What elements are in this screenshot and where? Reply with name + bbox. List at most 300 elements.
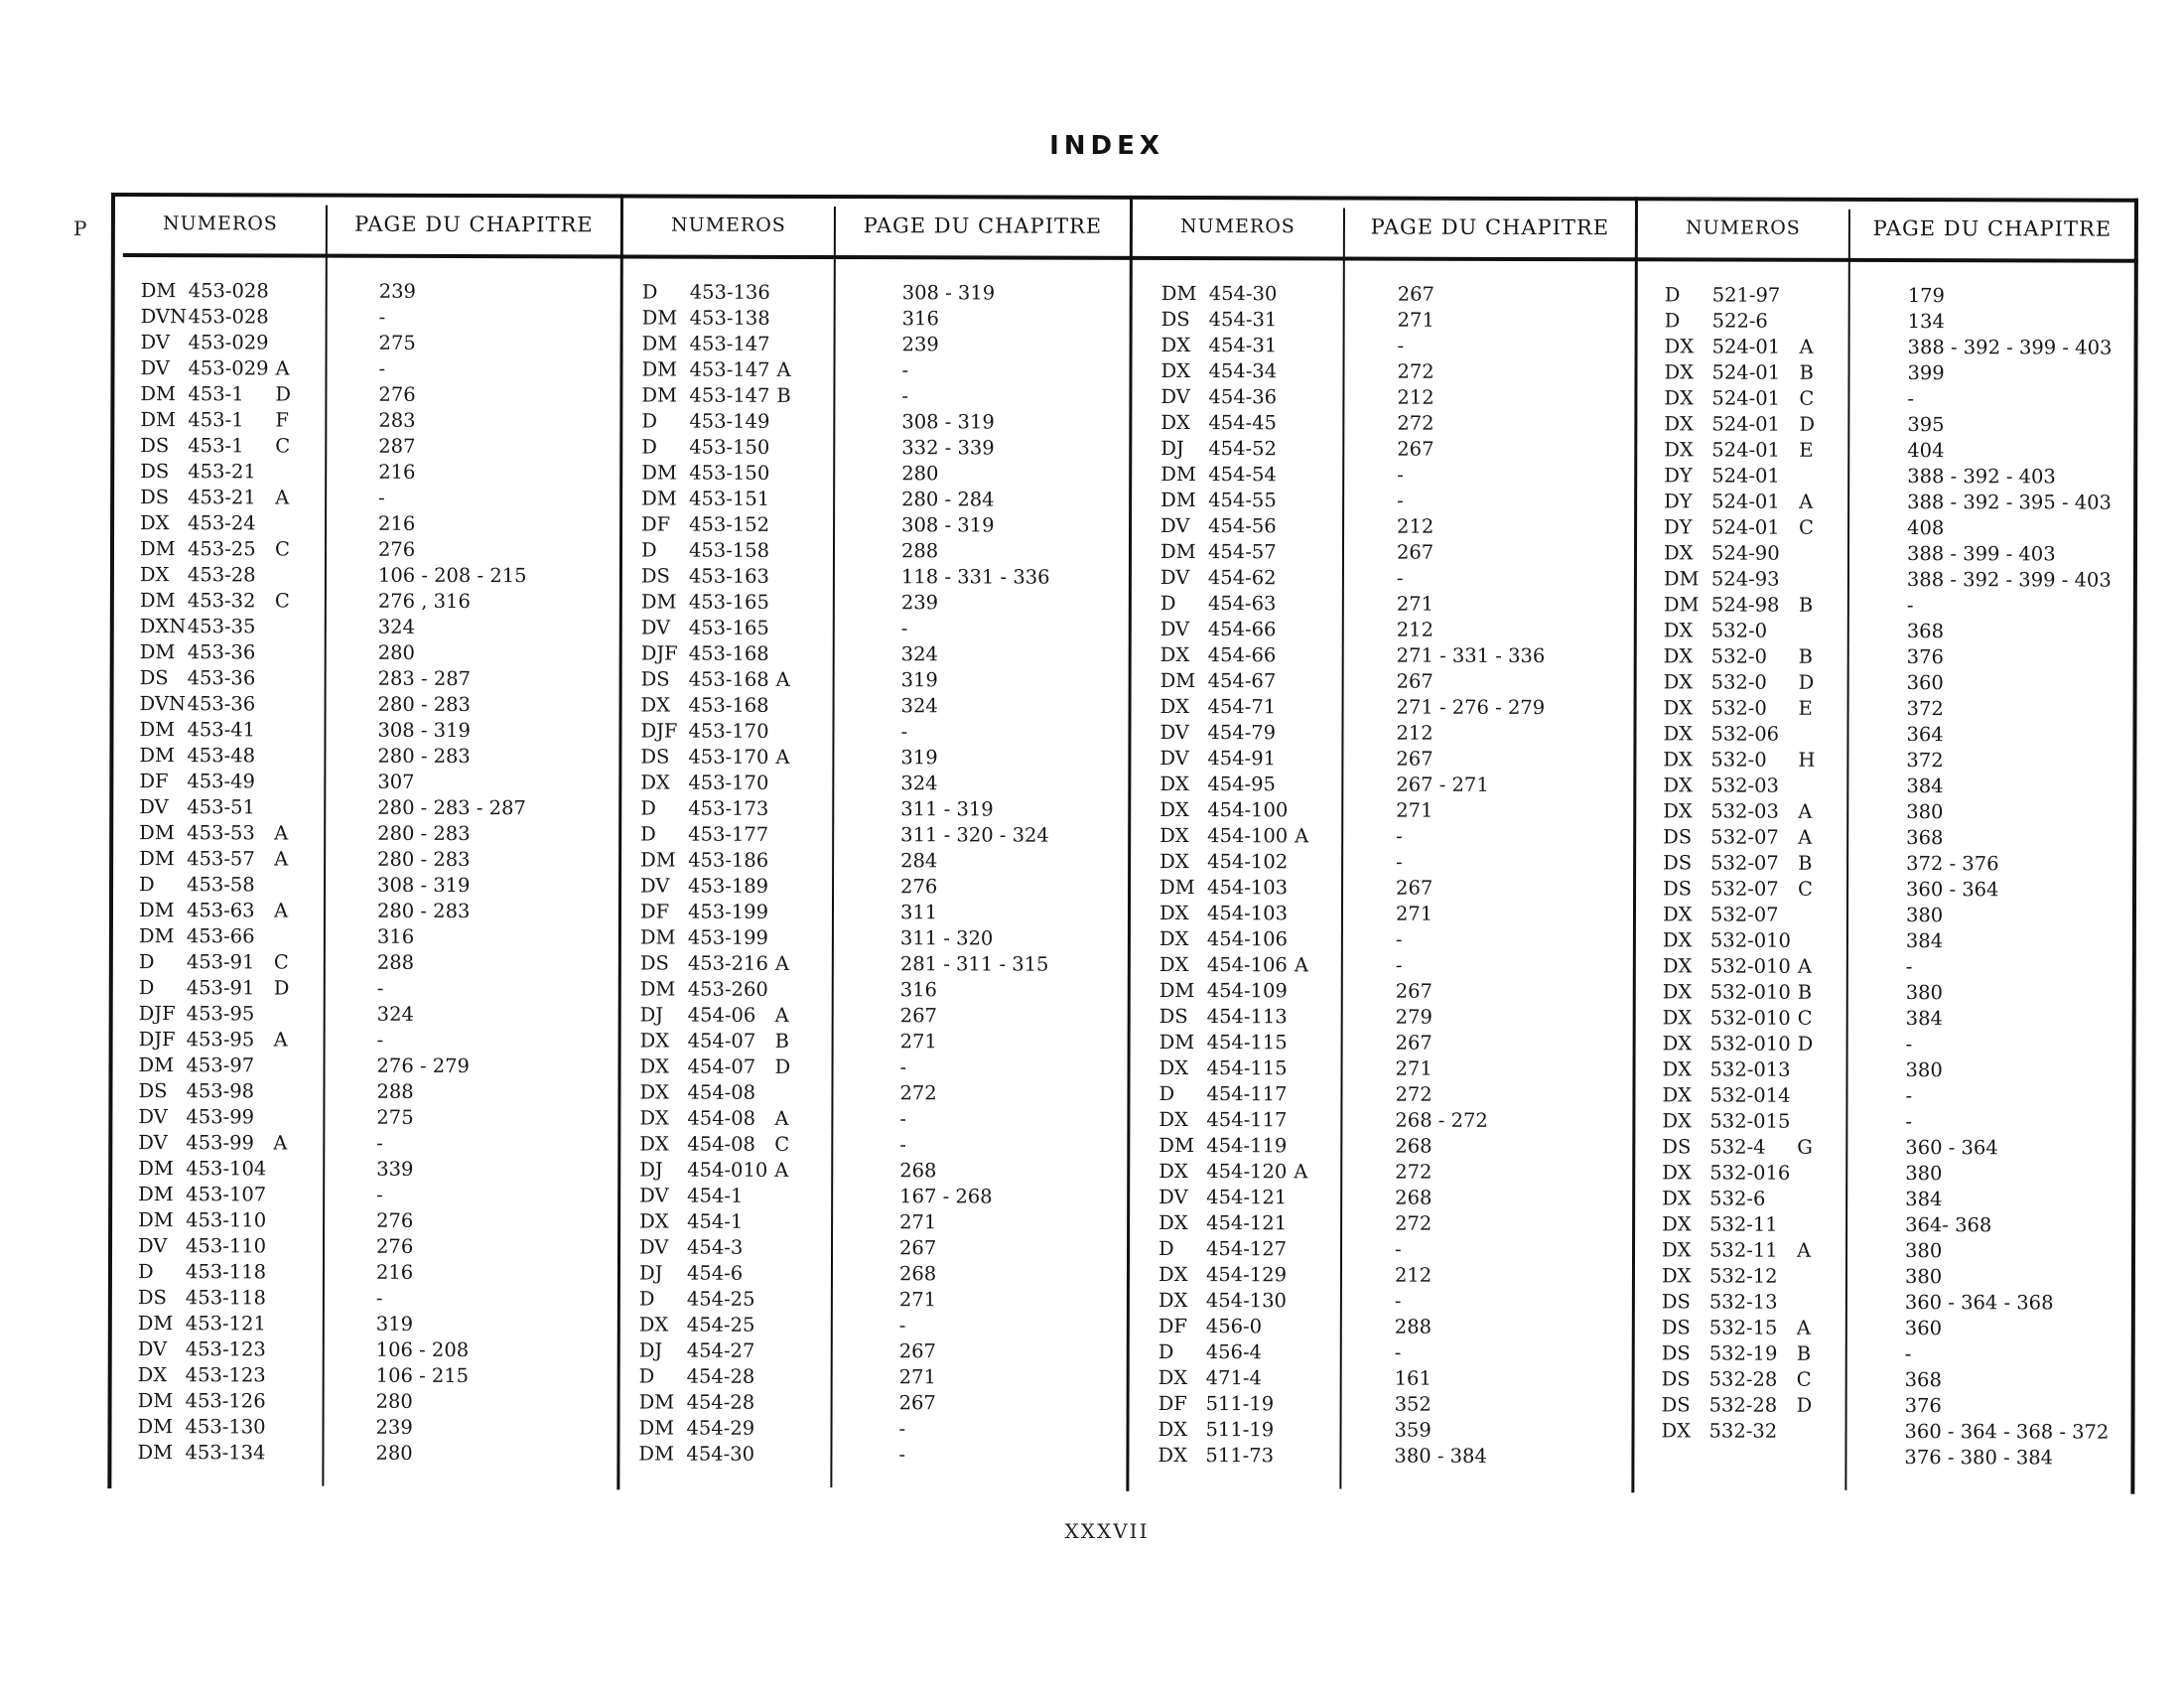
entry-pages: 376	[1904, 1393, 1942, 1417]
entry-prefix: DM	[1160, 668, 1196, 692]
entry-number: 532-016	[1709, 1161, 1791, 1185]
index-entry	[139, 768, 526, 794]
entry-number: 454-106	[1206, 926, 1288, 950]
entry-prefix: D	[138, 949, 155, 973]
entry-prefix: DM	[641, 331, 678, 355]
entry-number: 454-115	[1206, 1030, 1288, 1054]
entry-suffix: A	[1798, 799, 1813, 823]
index-entry	[1159, 1209, 1544, 1236]
entry-number: 454-63	[1207, 591, 1277, 615]
index-entry	[1160, 461, 1546, 488]
entry-prefix: DV	[1160, 565, 1190, 589]
index-entry	[1159, 1261, 1544, 1288]
index-entry	[138, 1310, 525, 1336]
entry-prefix: DJF	[640, 718, 678, 743]
entry-prefix: DM	[1663, 566, 1700, 590]
index-entry	[138, 1155, 525, 1182]
entry-pages: -	[376, 976, 384, 1000]
entry-prefix: DV	[640, 873, 670, 898]
entry-suffix: B	[1799, 360, 1814, 384]
entry-number: 453-123	[185, 1336, 266, 1360]
entry-suffix: A	[774, 951, 789, 975]
entry-prefix: DS	[138, 1078, 168, 1102]
entry-number: 454-115	[1206, 1055, 1288, 1079]
entry-prefix: D	[1160, 591, 1176, 615]
index-entry	[1664, 591, 2112, 618]
entry-number: 524-01	[1711, 438, 1780, 462]
entry-number: 453-98	[186, 1078, 255, 1102]
entry-prefix: D	[1159, 1081, 1175, 1105]
entry-prefix: DS	[139, 665, 169, 689]
index-entry	[1662, 1288, 2110, 1315]
entry-prefix: DX	[1662, 1056, 1693, 1080]
index-entry	[1664, 565, 2112, 592]
entry-prefix: DX	[639, 1054, 670, 1078]
index-entry	[1662, 1107, 2110, 1134]
entry-number: 453-138	[689, 306, 770, 330]
entry-number: 454-120	[1206, 1159, 1288, 1183]
header-numeros: NUMEROS	[162, 211, 278, 234]
entry-number: 532-13	[1708, 1290, 1778, 1314]
entry-number: 453-177	[688, 822, 769, 846]
entry-pages: 360 - 364 - 368	[1904, 1290, 2054, 1314]
entry-suffix: A	[775, 745, 790, 769]
entry-number: 532-32	[1708, 1418, 1778, 1443]
entry-number: 454-55	[1208, 488, 1277, 511]
entry-pages: 360 - 364	[1905, 1135, 1998, 1159]
entry-number: 454-07	[687, 1029, 756, 1053]
entry-prefix: DJ	[638, 1260, 663, 1285]
entry-prefix: D	[139, 872, 155, 896]
entry-pages: -	[1397, 463, 1404, 487]
entry-prefix: DX	[1663, 643, 1694, 667]
index-entry	[641, 665, 1050, 692]
entry-pages: 281 - 311 - 315	[899, 951, 1049, 976]
entry-number: 454-3	[687, 1235, 744, 1259]
entry-prefix: DJ	[1160, 436, 1184, 460]
entry-number: 454-52	[1208, 436, 1277, 460]
entry-pages: 267	[1396, 540, 1434, 564]
header-page-du-chapitre: PAGE DU CHAPITRE	[863, 212, 1103, 238]
entry-pages: 280	[377, 640, 415, 664]
page-number: XXXVII	[1064, 1519, 1150, 1543]
entry-number: 532-014	[1709, 1083, 1791, 1107]
entry-number: 453-24	[188, 510, 256, 534]
entry-prefix: D	[640, 537, 657, 562]
index-entry	[139, 716, 526, 743]
entry-pages: 279	[1395, 1005, 1433, 1029]
entry-number: 454-66	[1207, 617, 1277, 640]
entry-pages: 216	[378, 511, 416, 535]
index-entry	[1160, 487, 1546, 513]
index-entry	[139, 845, 526, 872]
entry-pages: 118 - 331 - 336	[900, 564, 1050, 589]
index-entry	[641, 536, 1050, 563]
entry-suffix: E	[1799, 438, 1814, 462]
entry-pages: 311 - 320	[899, 925, 994, 949]
page-title: INDEX	[1049, 131, 1164, 161]
index-entry	[1663, 1030, 2111, 1056]
entry-suffix: A	[775, 667, 790, 691]
entry-number: 454-127	[1206, 1236, 1288, 1260]
entry-suffix: A	[1294, 952, 1308, 976]
entry-suffix: D	[774, 1055, 791, 1078]
entry-prefix: DV	[639, 1234, 669, 1259]
entry-prefix: DX	[1159, 1210, 1188, 1234]
entry-suffix: A	[273, 898, 289, 922]
index-entry	[641, 459, 1050, 486]
index-column-2	[638, 278, 1050, 1467]
entry-pages: -	[1905, 1083, 1913, 1107]
index-entry	[139, 793, 526, 820]
index-entry	[639, 1259, 1048, 1286]
header-numeros: NUMEROS	[1179, 214, 1296, 237]
index-entry	[1160, 848, 1545, 875]
entry-suffix: A	[776, 357, 791, 381]
index-entry	[1159, 1313, 1544, 1339]
index-entry	[1664, 694, 2112, 721]
entry-pages: 359	[1394, 1418, 1432, 1442]
entry-number: 454-100	[1207, 823, 1289, 847]
index-entry	[138, 1336, 525, 1362]
entry-pages: 280	[901, 461, 939, 485]
entry-suffix: A	[1799, 490, 1814, 513]
index-entry	[1159, 1390, 1544, 1417]
entry-pages: 272	[899, 1080, 937, 1104]
entry-pages: 360	[1904, 1316, 1943, 1339]
index-entry	[640, 1001, 1049, 1028]
index-entry	[1665, 307, 2113, 334]
entry-pages: 271 - 276 - 279	[1396, 695, 1546, 719]
entry-prefix: DX	[1661, 1418, 1692, 1442]
index-entry	[640, 743, 1049, 770]
entry-number: 453-151	[689, 487, 770, 510]
entry-number: 454-28	[686, 1364, 755, 1388]
entry-number: 453-66	[186, 923, 255, 947]
index-entry	[642, 304, 1051, 331]
entry-number: 454-1	[687, 1209, 744, 1233]
index-entry	[1662, 1365, 2110, 1392]
entry-number: 453-91	[186, 949, 255, 973]
entry-prefix: DS	[1661, 1340, 1691, 1364]
entry-pages: 267	[898, 1390, 936, 1414]
entry-pages: 288	[900, 538, 939, 562]
entry-prefix: DX	[1158, 1262, 1188, 1286]
index-entry	[639, 1078, 1048, 1105]
entry-suffix: B	[776, 383, 791, 407]
entry-number: 454-08	[687, 1106, 756, 1130]
entry-suffix: C	[274, 536, 290, 561]
index-entry	[1664, 436, 2112, 463]
index-entry	[1159, 1287, 1544, 1314]
index-entry	[640, 872, 1049, 899]
entry-pages: 384	[1905, 1187, 1943, 1210]
entry-suffix: A	[774, 1003, 789, 1027]
entry-prefix: DV	[138, 1233, 168, 1257]
entry-prefix: DV	[1160, 746, 1189, 770]
entry-pages: 384	[1905, 1006, 1943, 1030]
entry-pages: -	[376, 1183, 383, 1206]
index-entry	[138, 1103, 525, 1130]
entry-number: 453-21	[188, 485, 256, 508]
entry-pages: 368	[1904, 1367, 1942, 1391]
entry-number: 453-168	[688, 693, 769, 717]
entry-prefix: DV	[137, 1336, 168, 1360]
entry-pages: 380	[1905, 1057, 1943, 1081]
index-entry	[1160, 874, 1545, 901]
entry-number: 454-25	[686, 1313, 755, 1336]
entry-prefix: DX	[1160, 358, 1191, 382]
index-entry	[640, 717, 1049, 744]
entry-prefix: DX	[140, 510, 170, 534]
entry-prefix: DF	[1158, 1391, 1187, 1415]
entry-prefix: DV	[140, 355, 170, 379]
index-entry	[139, 819, 526, 846]
entry-pages: -	[1396, 824, 1403, 848]
entry-prefix: DX	[1160, 849, 1189, 873]
index-entry	[138, 1206, 525, 1233]
entry-number: 532-06	[1710, 722, 1780, 746]
entry-number: 453-260	[687, 977, 768, 1001]
entry-pages: 388 - 392 - 399 - 403	[1907, 335, 2113, 359]
entry-prefix: D	[137, 1259, 154, 1283]
entry-pages: -	[1394, 1289, 1402, 1313]
entry-pages: 271	[899, 1209, 937, 1233]
entry-suffix: B	[1796, 1341, 1812, 1365]
entry-pages: 267	[1397, 437, 1434, 461]
index-entry	[141, 303, 528, 330]
index-entry	[640, 769, 1049, 795]
index-table	[107, 193, 2140, 1494]
entry-number: 532-0	[1710, 670, 1767, 694]
index-entry	[1158, 1416, 1543, 1443]
index-entry	[1161, 332, 1547, 358]
entry-prefix: DF	[139, 769, 169, 792]
index-entry	[1160, 590, 1546, 617]
entry-prefix: DM	[1160, 488, 1196, 511]
entry-number: 454-30	[1208, 281, 1278, 305]
entry-suffix: C	[273, 949, 289, 974]
entry-pages: 239	[901, 332, 939, 355]
index-entry	[639, 1388, 1048, 1415]
entry-number: 453-147	[689, 383, 770, 407]
entry-prefix: DX	[1160, 772, 1189, 795]
entry-pages: 106 - 208	[375, 1337, 470, 1361]
entry-prefix: DX	[1663, 669, 1694, 693]
entry-prefix: DS	[1661, 1366, 1691, 1390]
entry-number: 453-51	[187, 794, 255, 818]
index-entry	[138, 1258, 525, 1285]
index-entry	[138, 1387, 525, 1414]
entry-suffix: B	[1798, 644, 1814, 668]
entry-number: 532-015	[1709, 1109, 1791, 1133]
entry-number: 454-34	[1208, 358, 1278, 382]
entry-pages: -	[901, 357, 909, 381]
index-entry	[139, 1052, 526, 1078]
entry-pages: 272	[1397, 359, 1434, 383]
entry-number: 532-0	[1710, 748, 1767, 772]
index-entry	[640, 1053, 1049, 1079]
entry-prefix: DX	[1662, 1031, 1693, 1055]
entry-prefix: DX	[1662, 927, 1693, 951]
entry-pages: 276	[378, 382, 416, 406]
index-entry	[140, 380, 527, 407]
index-entry	[1160, 977, 1545, 1004]
entry-number: 454-29	[686, 1416, 755, 1440]
entry-suffix: A	[1798, 825, 1813, 849]
index-entry	[1663, 720, 2111, 747]
entry-pages: 216	[375, 1260, 414, 1284]
entry-pages: 388 - 399 - 403	[1906, 541, 2056, 565]
index-entry	[140, 535, 527, 562]
entry-pages: 308 - 319	[901, 280, 996, 304]
entry-suffix: A	[1799, 335, 1814, 358]
index-column-1	[137, 277, 527, 1466]
entry-number: 454-130	[1205, 1288, 1287, 1312]
entry-prefix: DX	[1663, 747, 1693, 771]
entry-pages: 395	[1907, 412, 1945, 436]
index-entry	[1160, 900, 1545, 926]
entry-pages: 288	[1394, 1315, 1433, 1338]
entry-number: 532-19	[1708, 1340, 1778, 1365]
entry-pages: 106 - 215	[375, 1363, 470, 1387]
entry-pages: -	[1395, 953, 1403, 977]
index-entry	[1160, 357, 1546, 384]
entry-number: 453-41	[187, 717, 256, 741]
entry-number: 453-1	[188, 407, 244, 431]
index-entry	[139, 1000, 526, 1027]
entry-pages: 271	[898, 1364, 936, 1388]
entry-prefix: D	[641, 434, 657, 459]
entry-suffix: C	[774, 1132, 790, 1156]
entry-suffix: D	[1799, 412, 1816, 436]
entry-pages: 316	[376, 924, 415, 948]
entry-pages: 288	[376, 950, 415, 974]
entry-prefix: DX	[1663, 721, 1694, 745]
entry-pages: 319	[900, 667, 938, 691]
index-entry	[139, 974, 526, 1001]
index-entry	[1664, 617, 2112, 643]
index-entry	[1159, 1338, 1544, 1365]
entry-suffix: A	[1295, 823, 1309, 847]
entry-number: 454-36	[1208, 384, 1278, 408]
index-entry	[1663, 1004, 2111, 1031]
entry-prefix: DM	[640, 589, 677, 614]
entry-pages: 239	[900, 590, 939, 614]
entry-number: 532-07	[1710, 877, 1779, 901]
entry-number: 454-56	[1208, 513, 1277, 537]
entry-number: 453-147	[689, 332, 770, 355]
entry-pages: 106 - 208 - 215	[377, 563, 527, 587]
index-entry	[139, 742, 526, 769]
index-entry	[639, 1285, 1048, 1312]
entry-number: 511-19	[1205, 1417, 1275, 1441]
entry-pages: 316	[899, 977, 938, 1001]
entry-number: 454-28	[686, 1390, 755, 1414]
entry-prefix: DX	[1159, 926, 1189, 950]
index-entry	[140, 690, 527, 717]
index-entry	[1663, 952, 2111, 979]
entry-prefix: DM	[139, 536, 176, 560]
entry-pages: 272	[1395, 1082, 1433, 1106]
index-entry	[1662, 1262, 2110, 1289]
entry-pages: 280 - 283 - 287	[377, 795, 526, 819]
entry-pages: 339	[376, 1157, 414, 1181]
entry-pages: 267	[1396, 747, 1433, 771]
entry-pages: 267	[1396, 876, 1433, 900]
entry-prefix: DS	[1662, 1134, 1692, 1158]
entry-pages: 283 - 287	[377, 666, 472, 690]
entry-pages: 324	[900, 693, 938, 717]
column-separator	[1126, 196, 1133, 1491]
index-entry	[1159, 1235, 1544, 1262]
entry-number: 453-028	[188, 278, 269, 302]
entry-prefix: DS	[1663, 850, 1693, 874]
entry-prefix: DF	[641, 511, 671, 536]
entry-prefix: DM	[137, 1311, 174, 1335]
entry-number: 532-6	[1709, 1187, 1766, 1210]
entry-pages: 212	[1396, 721, 1433, 745]
entry-prefix: DV	[1160, 720, 1189, 744]
entry-number: 453-58	[187, 872, 255, 896]
entry-number: 532-07	[1709, 903, 1779, 926]
entry-suffix: C	[274, 588, 290, 613]
entry-suffix: D	[1798, 670, 1815, 694]
index-entry	[640, 949, 1049, 976]
entry-pages: 376 - 380 - 384	[1904, 1445, 2054, 1469]
entry-number: 453-36	[187, 639, 256, 663]
index-entry	[1662, 1314, 2110, 1340]
entry-number: 454-010	[687, 1158, 768, 1182]
index-entry	[1159, 1364, 1544, 1391]
index-entry	[138, 1077, 525, 1104]
entry-prefix: DJF	[138, 1027, 176, 1051]
entry-suffix: A	[774, 1158, 789, 1182]
entry-number: 454-117	[1206, 1107, 1288, 1131]
entry-number: 532-03	[1710, 774, 1779, 797]
entry-pages: 268	[899, 1158, 937, 1182]
entry-number: 454-117	[1206, 1081, 1288, 1105]
index-entry	[1160, 693, 1546, 720]
index-entry	[641, 381, 1050, 408]
index-entry	[140, 406, 527, 433]
entry-pages: 271 - 331 - 336	[1396, 643, 1546, 667]
index-entry	[137, 1439, 524, 1466]
entry-prefix: DX	[1158, 1365, 1188, 1389]
entry-prefix: DM	[140, 381, 177, 405]
entry-prefix: DV	[1160, 384, 1190, 408]
entry-prefix: DX	[1662, 1160, 1692, 1184]
index-entry	[638, 1414, 1047, 1441]
entry-prefix: DM	[1160, 539, 1196, 563]
index-entry	[641, 614, 1050, 640]
entry-pages: 267 - 271	[1396, 773, 1489, 796]
entry-prefix: DX	[1158, 1417, 1188, 1441]
entry-pages: 380 - 384	[1394, 1444, 1487, 1468]
entry-prefix: DX	[1160, 823, 1189, 847]
index-entry	[140, 638, 527, 665]
entry-suffix: D	[275, 381, 292, 406]
entry-pages: 368	[1906, 825, 1944, 849]
entry-pages: 272	[1397, 411, 1434, 435]
index-entry	[1161, 306, 1547, 333]
entry-prefix: DJ	[638, 1337, 663, 1362]
entry-pages: 308 - 319	[377, 718, 471, 742]
index-entry	[1663, 823, 2111, 850]
index-entry	[1661, 1417, 2109, 1444]
index-entry	[138, 1181, 525, 1207]
entry-suffix: A	[275, 485, 290, 509]
